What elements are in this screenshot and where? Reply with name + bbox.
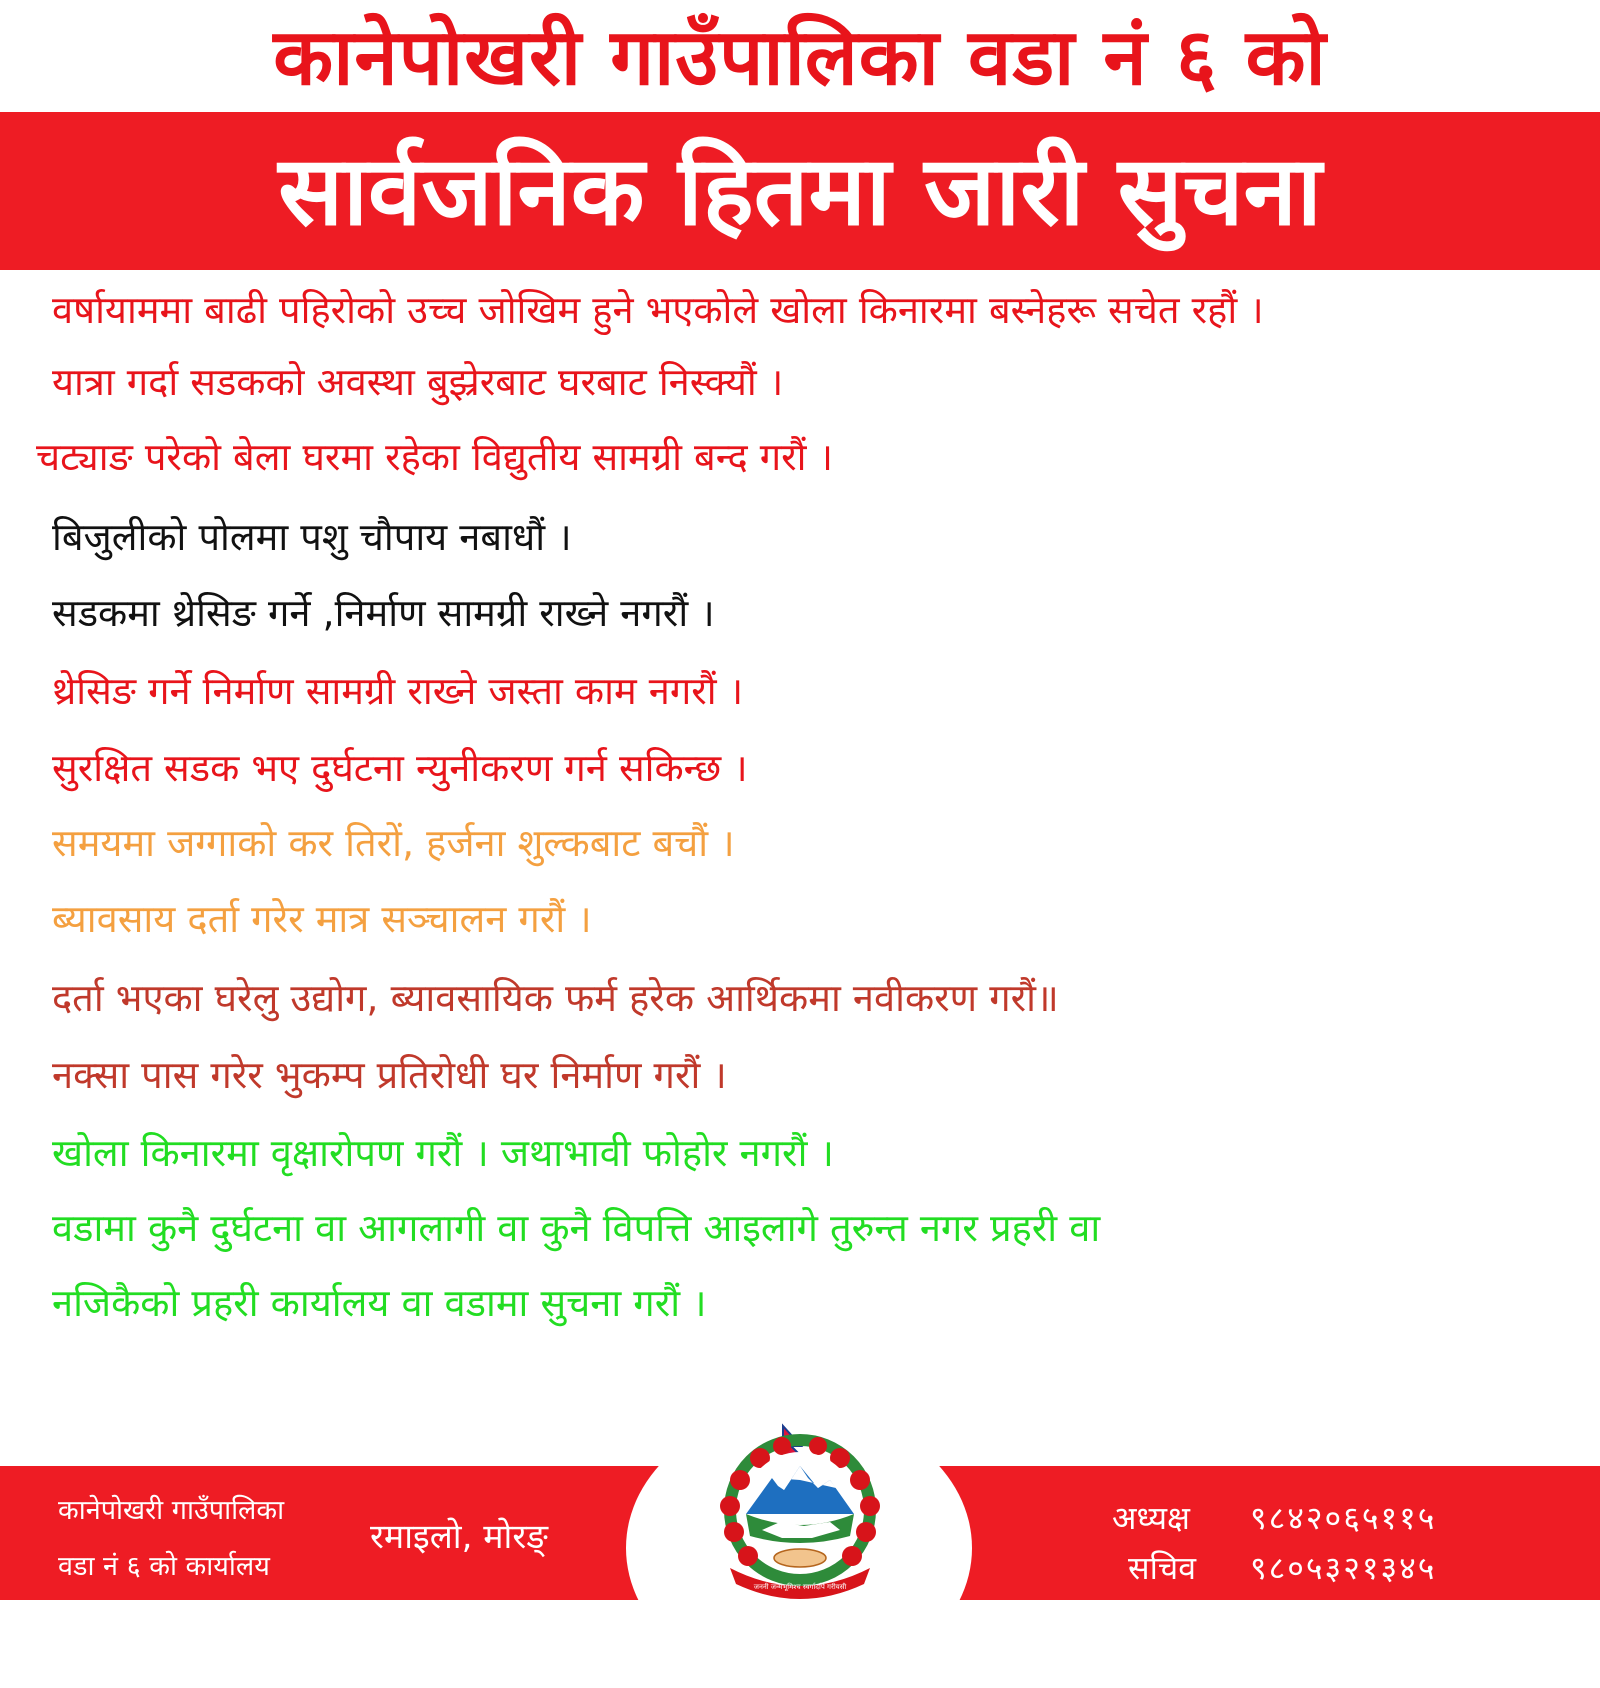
notice-line: नजिकैको प्रहरी कार्यालय वा वडामा सुचना गरौं । <box>52 1281 707 1325</box>
notice-line: समयमा जग्गाको कर तिरों, हर्जना शुल्कबाट बचौं । <box>52 821 735 865</box>
secretary-label: सचिव <box>1128 1549 1197 1587</box>
notice-line: बिजुलीको पोलमा पशु चौपाय नबाधौं । <box>52 515 572 559</box>
chair-phone: ९८४२०६५११५ <box>1250 1499 1437 1537</box>
notice-line: खोला किनारमा वृक्षारोपण गरौं । जथाभावी फोहोर नगरौं । <box>52 1131 834 1175</box>
emblem-motto: जननी जन्मभूमिश्च स्वर्गादपि गरीयसी <box>753 1583 847 1591</box>
notice-line: दर्ता भएका घरेलु उद्योग, ब्यावसायिक फर्म हरेक आर्थिकमा नवीकरण गरौं॥ <box>52 976 1059 1020</box>
office-ward: वडा नं ६ को कार्यालय <box>58 1551 270 1582</box>
notice-subtitle: सार्वजनिक हितमा जारी सुचना <box>278 135 1322 247</box>
notice-line: सडकमा थ्रेसिङ गर्ने ,निर्माण सामग्री राख्ने नगरौं । <box>52 591 715 635</box>
notice-line: नक्सा पास गरेर भुकम्प प्रतिरोधी घर निर्माण गरौं । <box>52 1053 727 1097</box>
notice-line: ब्यावसाय दर्ता गरेर मात्र सञ्चालन गरौं । <box>52 897 592 941</box>
notice-line: वडामा कुनै दुर्घटना वा आगलागी वा कुनै विपत्ति आइलागे तुरुन्त नगर प्रहरी वा <box>52 1206 1101 1250</box>
title-banner <box>0 112 1600 270</box>
notice-title: कानेपोखरी गाउँपालिका वडा नं ६ को <box>273 13 1327 103</box>
secretary-phone: ९८०५३२१३४५ <box>1250 1549 1437 1587</box>
nepal-emblem-icon <box>700 1418 900 1600</box>
notice-line: यात्रा गर्दा सडकको अवस्था बुझ्रेरबाट घरबाट निस्क्यौं । <box>52 360 784 404</box>
notice-line: चट्याङ परेको बेला घरमा रहेका विद्युतीय सामग्री बन्द गरौं । <box>36 435 834 479</box>
chair-label: अध्यक्ष <box>1112 1499 1190 1537</box>
office-name: कानेपोखरी गाउँपालिका <box>58 1495 285 1526</box>
notice-line: थ्रेसिङ गर्ने निर्माण सामग्री राख्ने जस्ता काम नगरौं । <box>52 669 744 713</box>
notice-line: वर्षायाममा बाढी पहिरोको उच्च जोखिम हुने भएकोले खोला किनारमा बस्नेहरू सचेत रहौं । <box>52 288 1264 332</box>
notice-line: सुरक्षित सडक भए दुर्घटना न्युनीकरण गर्न सकिन्छ । <box>52 746 748 790</box>
office-location: रमाइलो, मोरङ् <box>370 1517 548 1557</box>
